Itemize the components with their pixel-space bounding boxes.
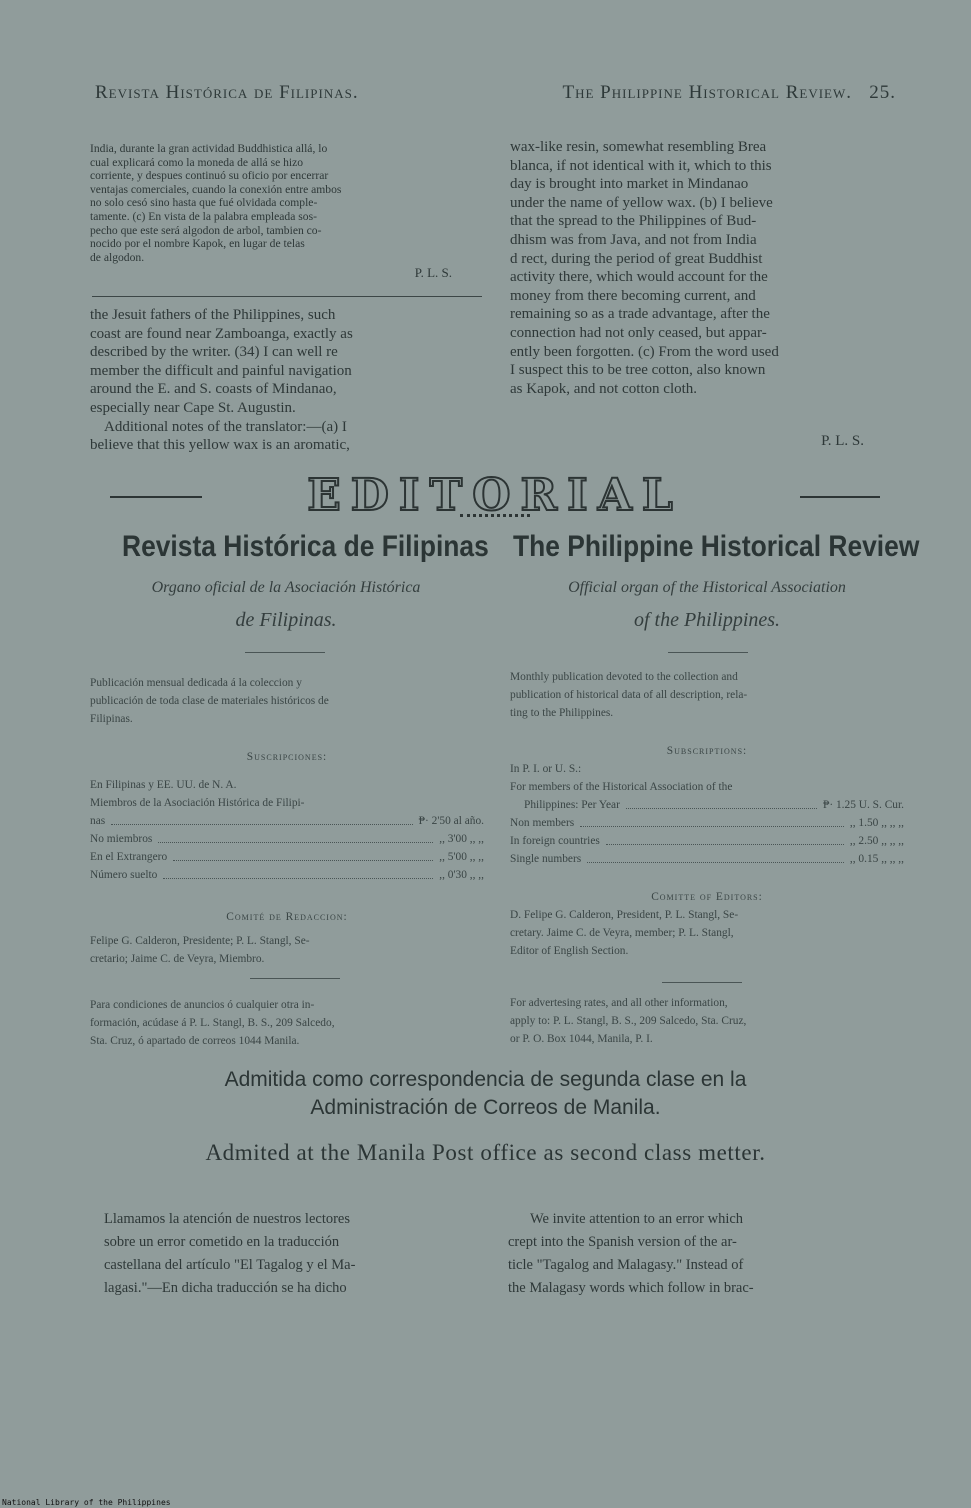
banner-ornament [460,514,530,521]
erratum-line: We invite attention to an error which [530,1211,744,1227]
body-line: coast are found near Zamboanga, exactly as [90,325,353,342]
erratum-line: the Malagasy words which follow in brac- [508,1280,754,1296]
row-label: Número suelto [90,869,158,881]
english-masthead-rule [668,652,748,653]
row-value: ,, 2.50 ,, ,, ,, [849,835,904,847]
body-line: especially near Cape St. Augustin. [90,399,296,416]
row-label: En el Extrangero [90,851,168,863]
subscriptions-members: For members of the Historical Association of the [510,781,733,793]
publication-line: ting to the Philippines. [510,707,614,719]
row-label: Non members [510,817,575,829]
library-credit: National Library of the Philippines [2,1498,171,1507]
note-line: pecho que este será algodon de arbol, tambien co- [90,223,322,237]
header-right [562,82,896,104]
row-value: ₱· 1.25 U. S. Cur. [822,799,904,811]
spanish-masthead-rule [245,652,325,653]
body-signature: P. L. S. [821,433,864,450]
note-line: India, durante la gran actividad Buddhistica allá, lo [90,142,328,155]
publication-line: publicación de toda clase de materiales históricos de [90,695,329,707]
body-line: d rect, during the period of great Buddhist [510,250,763,267]
body-line: dhism was from Java, and not from India [510,231,757,248]
subscription-row [510,850,904,868]
subscription-row [510,814,904,832]
subscriptions-heading: Subscriptions: [666,745,748,757]
subscription-row [510,832,904,850]
body-line: member the difficult and painful navigation [90,362,352,379]
english-body-left [90,306,482,455]
english-masthead: The Philippine Historical Review [513,530,920,563]
body-line: ently been forgotten. (c) From the word used [510,343,779,360]
subscription-row [90,866,484,884]
ads-line: formación, acúdase á P. L. Stangl, B. S., 209 Salcedo, [90,1017,335,1029]
publication-line: Monthly publication devoted to the collection and [510,671,738,683]
spanish-erratum [104,1208,480,1300]
english-organ-line [510,572,904,636]
row-value: ,, 1.50 ,, ,, ,, [849,817,904,829]
organ-line-2: de Filipinas. [235,609,337,631]
spanish-committee-rule [250,978,340,979]
body-line: remaining so as a trade advantage, after the [510,306,770,323]
body-line: wax-like resin, somewhat resembling Brea [510,139,767,155]
ads-line: For advertesing rates, and all other information, [510,997,728,1009]
english-post-notice: Admited at the Manila Post office as second class metter. [205,1140,766,1165]
committee-line: D. Felipe G. Calderon, President, P. L. Stangl, Se- [510,909,739,921]
english-body-right [510,138,904,451]
subscription-row [90,812,484,830]
publication-line: Filipinas. [90,713,133,725]
organ-line-1: Official organ of the Historical Association [568,579,846,596]
row-label: No miembros [90,833,153,845]
spanish-translator-note [90,142,482,280]
body-line: that the spread to the Philippines of Bud- [510,213,757,230]
publication-line: Publicación mensual dedicada á la coleccion y [90,677,302,689]
english-subscription-block [510,668,904,1048]
notice-line-1: Admitida como correspondencia de segunda clase en la [224,1068,747,1091]
body-line: blanca, if not identical with it, which to this [510,157,772,174]
header-spanish-title: Revista Histórica de Filipinas. [95,82,359,103]
committee-line: cretario; Jaime C. de Veyra, Miembro. [90,953,265,965]
note-line: no solo cesó sino hasta que fué olvidada comple- [90,196,318,210]
subscription-row [90,830,484,848]
row-value: ,, 3'00 ,, ,, [439,833,484,845]
body-line: believe that this yellow wax is an aromatic, [90,437,350,454]
ads-line: Para condiciones de anuncios ó cualquier otra in- [90,999,315,1011]
subscriptions-intro: En Filipinas y EE. UU. de N. A. [90,779,237,791]
english-committee-rule [662,982,742,983]
subscription-row [90,848,484,866]
notice-line-2: Administración de Correos de Manila. [310,1096,661,1119]
running-header [95,82,896,104]
erratum-line: crept into the Spanish version of the ar- [508,1234,737,1250]
committee-heading: Comité de Redaccion: [226,911,348,923]
row-value: ,, 0'30 ,, ,, [439,869,484,881]
row-label: Single numbers [510,853,582,865]
ads-line: or P. O. Box 1044, Manila, P. I. [510,1033,653,1045]
body-line: Additional notes of the translator:—(a) I [104,418,347,435]
note-line: corriente, y despues continuó su oficio por encerrar [90,169,329,183]
body-line: connection had not only ceased, but appar- [510,324,767,341]
organ-line-1: Organo oficial de la Asociación Histórica [151,579,421,596]
committee-line: Editor of English Section. [510,945,629,957]
subscription-row [510,796,904,814]
body-line: activity there, which would account for the [510,269,768,286]
publication-line: publication of historical data of all description, rela- [510,689,748,701]
note-line: de algodon. [90,250,145,264]
note-line: cual explicará como la moneda de allá se hizo [90,155,304,169]
editorial-title: EDITORIAL [307,470,683,521]
committee-line: Felipe G. Calderon, Presidente; P. L. Stangl, Se- [90,935,310,947]
note-line: ventajas comerciales, cuando la conexión entre ambos [90,182,342,196]
note-line: tamente. (c) En vista de la palabra empleada sos- [90,209,317,223]
spanish-organ-line [90,572,482,636]
page-number: 25. [869,82,896,103]
row-value: ₱· 2'50 al año. [418,815,484,827]
erratum-line: lagasi."—En dicha traducción se ha dicho [104,1280,347,1296]
committee-heading: Comitte of Editors: [651,891,763,903]
erratum-line: ticle "Tagalog and Malagasy." Instead of [508,1257,744,1273]
body-line: under the name of yellow wax. (b) I believe [510,194,773,211]
note-signature: P. L. S. [414,265,452,281]
row-value: ,, 5'00 ,, ,, [439,851,484,863]
erratum-line: sobre un error cometido en la traducción [104,1234,340,1250]
row-label: Philippines: Per Year [524,799,620,811]
header-english-title: The Philippine Historical Review. [562,82,852,103]
ads-line: Sta. Cruz, ó apartado de correos 1044 Manila. [90,1035,300,1047]
erratum-line: Llamamos la atención de nuestros lectores [104,1211,351,1227]
english-erratum [508,1208,896,1300]
spanish-subscription-block [90,674,484,1050]
committee-line: cretary. Jaime C. de Veyra, member; P. L. Stangl, [510,927,734,939]
row-label: nas [90,815,106,827]
row-value: ,, 0.15 ,, ,, ,, [849,853,904,865]
subscriptions-heading: Suscripciones: [246,751,328,763]
subscriptions-intro: In P. I. or U. S.: [510,763,582,775]
spanish-masthead: Revista Histórica de Filipinas [122,530,489,563]
note-line: nocido por el nombre Kapok, en lugar de telas [90,237,305,251]
erratum-line: castellana del artículo "El Tagalog y el Ma- [104,1257,356,1273]
body-line: described by the writer. (34) I can well re [90,344,338,361]
body-line: as Kapok, and not cotton cloth. [510,380,698,397]
editorial-banner [110,470,880,522]
body-line: the Jesuit fathers of the Philippines, such [90,307,336,323]
ads-line: apply to: P. L. Stangl, B. S., 209 Salcedo, Sta. Cruz, [510,1015,747,1027]
spanish-post-notice [0,1066,971,1122]
organ-line-2: of the Philippines. [633,609,781,631]
body-line: day is brought into market in Mindanao [510,176,749,193]
row-label: In foreign countries [510,835,600,847]
subscriptions-members: Miembros de la Asociación Histórica de Filipi- [90,797,305,809]
body-line: money from there becoming current, and [510,287,756,304]
note-divider [92,296,482,297]
body-line: around the E. and S. coasts of Mindanao, [90,381,337,398]
body-line: I suspect this to be tree cotton, also known [510,362,766,379]
